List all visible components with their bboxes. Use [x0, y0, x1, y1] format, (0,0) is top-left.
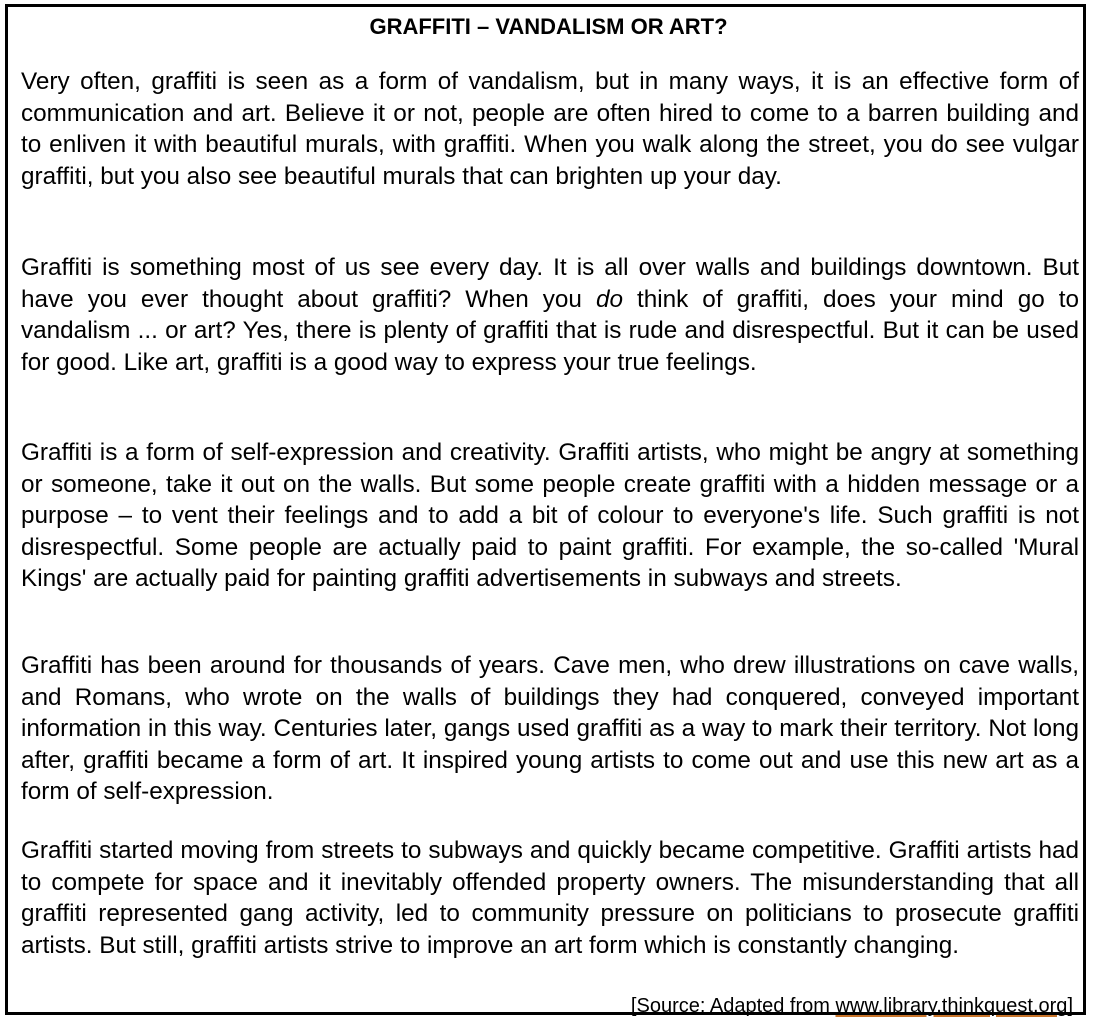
passage-title: GRAFFITI – VANDALISM OR ART? — [369, 14, 728, 39]
paragraph-4: Graffiti has been around for thousands of years. Cave men, who drew illustrations on cave walls, and Romans, who wrote on the walls of buildings they had conquered, conveyed important information in this way. Centuries later, gangs used graffiti as a way to mark their territory. Not long after, graffiti became a form of art. It inspired young artists to come out and use this new art as a form of self-expression. — [21, 652, 1079, 806]
source-citation — [631, 994, 1073, 1018]
source-link[interactable]: www.library.thinkquest.org — [835, 995, 1068, 1017]
paragraph-3: Graffiti is a form of self-expression and creativity. Graffiti artists, who might be angry at something or someone, take it out on the walls. But some people create graffiti with a hidden message or a purpose – to vent their feelings and to add a bit of colour to everyone's life. Such graffiti is not disrespectful. Some people are actually paid to paint graffiti. For example, the so-called 'Mural Kings' are actually paid for painting graffiti advertisements in subways and streets. — [21, 439, 1079, 593]
paragraph-5: Graffiti started moving from streets to subways and quickly became competitive. Graffiti artists had to compete for space and it inevitably offended property owners. The misunderstanding that all graffiti represented gang activity, led to community pressure on politicians to prosecute graffiti artists. But still, graffiti artists strive to improve an art form which is constantly changing. — [21, 837, 1079, 959]
source-prefix: [Source: Adapted from — [630, 995, 836, 1017]
source-suffix: ] — [1067, 995, 1073, 1017]
paragraph-2-text-before: Graffiti is something most of us see every day. It is all over walls and buildings downtown. But have you ever thought about graffiti? When you — [21, 254, 1079, 313]
paragraph-2 — [21, 252, 1079, 378]
passage-frame — [5, 4, 1086, 1015]
paragraph-1: Very often, graffiti is seen as a form of vandalism, but in many ways, it is an effective form of communication and art. Believe it or not, people are often hired to come to a barren building and to enliven it with beautiful murals, with graffiti. When you walk along the street, you do see vulgar graffiti, but you also see beautiful murals that can brighten up your day. — [21, 68, 1079, 190]
paragraph-2-emphasis: do — [595, 285, 623, 313]
paragraph-2-text-after: think of graffiti, does your mind go to vandalism ... or art? Yes, there is plenty of graffiti that is rude and disrespectful. But it can be used for good. Like art, graffiti is a good way to express your true feelings. — [21, 285, 1079, 376]
